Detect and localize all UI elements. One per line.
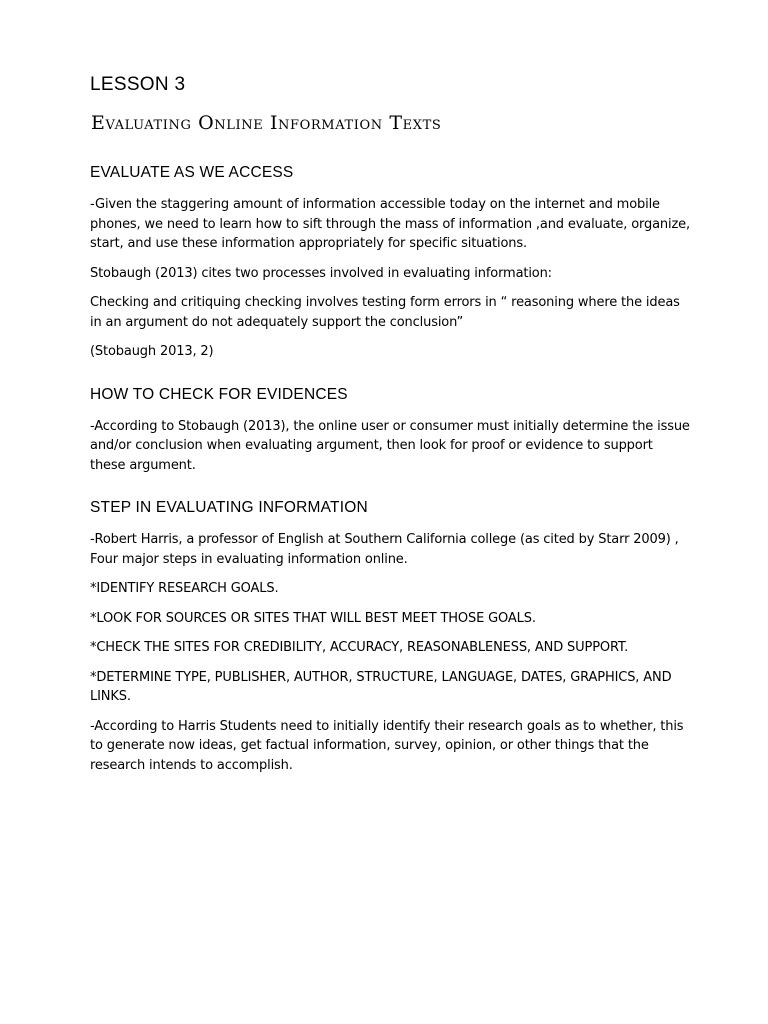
- paragraph: -Given the staggering amount of information accessible today on the internet and mobile phones, we need to learn how to sift through the mass of information ,and evaluate, organize, start, and use these information appropriately for specific situations.: [90, 197, 690, 251]
- list-item: *LOOK FOR SOURCES OR SITES THAT WILL BEST MEET THOSE GOALS.: [90, 610, 536, 626]
- paragraph: -According to Stobaugh (2013), the online user or consumer must initially determine the issue and/or conclusion when evaluating argument, then look for proof or evidence to support these argument.: [90, 418, 690, 473]
- section-step-in-evaluating-information: [90, 498, 690, 775]
- lesson-label: LESSON 3: [90, 74, 186, 95]
- paragraph: Checking and critiquing checking involves testing form errors in “ reasoning where the ideas in an argument do not adequately support the conclusion”: [90, 295, 680, 330]
- list-item: *DETERMINE TYPE, PUBLISHER, AUTHOR, STRUCTURE, LANGUAGE, DATES, GRAPHICS, AND LINKS.: [90, 669, 672, 704]
- section-evaluate-as-we-access: [90, 163, 690, 362]
- section-heading: STEP IN EVALUATING INFORMATION: [90, 499, 368, 516]
- paragraph: -According to Harris Students need to initially identify their research goals as to whether, this to generate now ideas, get factual information, survey, opinion, or other things that the research intends to accomplish.: [90, 718, 684, 773]
- section-heading: EVALUATE AS WE ACCESS: [90, 164, 294, 181]
- citation: (Stobaugh 2013, 2): [90, 344, 214, 359]
- document-title: Evaluating Online Information Texts: [91, 112, 442, 134]
- section-how-to-check-for-evidences: [90, 385, 690, 476]
- document-body: [90, 163, 690, 775]
- paragraph: Stobaugh (2013) cites two processes involved in evaluating information:: [90, 265, 552, 281]
- section-heading: HOW TO CHECK FOR EVIDENCES: [90, 385, 348, 403]
- list-item: *IDENTIFY RESEARCH GOALS.: [90, 581, 279, 596]
- paragraph: -Robert Harris, a professor of English at Southern California college (as cited by Starr 2009) , Four major steps in evaluating information online.: [90, 532, 679, 567]
- list-item: *CHECK THE SITES FOR CREDIBILITY, ACCURACY, REASONABLENESS, AND SUPPORT.: [90, 640, 629, 655]
